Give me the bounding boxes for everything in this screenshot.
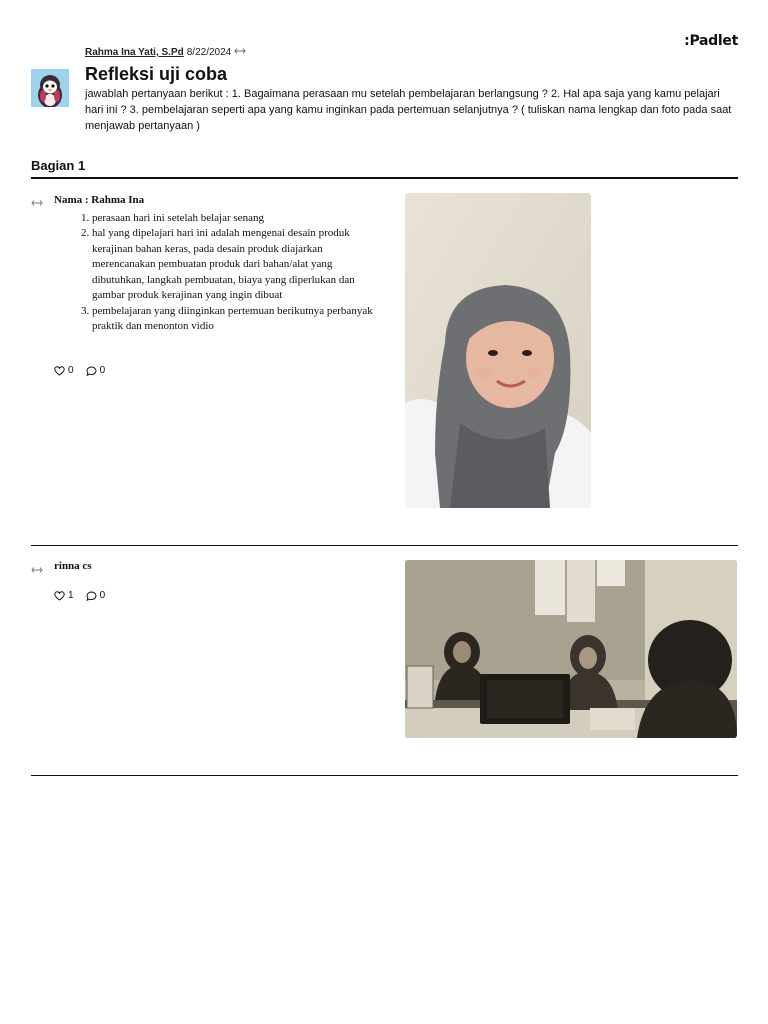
comment-bubble-icon[interactable] bbox=[86, 591, 97, 601]
padlet-logo[interactable]: :Padlet bbox=[684, 33, 738, 49]
post-2-photo[interactable] bbox=[405, 560, 737, 738]
section-divider bbox=[31, 177, 738, 179]
comment-count: 0 bbox=[99, 590, 106, 601]
list-item: 2. hal yang dipelajari hari ini adalah mengenai desain produk kerajinan bahan keras, pada desain produk diajarkan merencanakan pembuatan produk dari bahan/alat yang dibutuhkan, langkah pembuatan, biaya yang diperlukan dan gambar produk kerajinan yang ingin dibuat bbox=[92, 226, 374, 304]
post-divider bbox=[31, 545, 738, 546]
post-2-body bbox=[54, 559, 374, 577]
like-count: 1 bbox=[68, 590, 74, 601]
header-meta bbox=[85, 46, 740, 60]
penguin-avatar-icon bbox=[31, 69, 69, 107]
like-count: 0 bbox=[68, 365, 74, 376]
post-1-photo[interactable] bbox=[405, 193, 591, 508]
post-2-reactions bbox=[54, 590, 105, 601]
double-arrow-icon[interactable] bbox=[31, 194, 43, 202]
page-description: jawablah pertanyaan berikut : 1. Bagaimana perasaan mu setelah pembelajaran berlangsung ? 2. Hal apa saja yang kamu pelajari hari ini ? 3. pembelajaran seperti apa yang kamu inginkan pada pertemuan selanjutnya ? ( tuliskan nama lengkap dan foto pada saat menjawab pertanyaan ) bbox=[85, 88, 732, 132]
section-title: Bagian 1 bbox=[31, 158, 86, 173]
post-2-name: rinna cs bbox=[54, 560, 92, 572]
heart-icon[interactable] bbox=[54, 366, 65, 376]
page-title: Refleksi uji coba bbox=[85, 64, 228, 84]
post-1-answers bbox=[54, 211, 374, 335]
list-item: 1. perasaan hari ini setelah belajar senang bbox=[92, 211, 374, 227]
comment-bubble-icon[interactable] bbox=[86, 366, 97, 376]
double-arrow-icon[interactable] bbox=[31, 561, 43, 569]
post-1-body bbox=[54, 193, 374, 335]
list-item: 3. pembelajaran yang diinginkan pertemuan berikutnya perbanyak praktik dan menonton vidio bbox=[92, 304, 374, 335]
heart-icon[interactable] bbox=[54, 591, 65, 601]
post-divider bbox=[31, 775, 738, 776]
post-date: 8/22/2024 bbox=[186, 47, 232, 58]
post-header bbox=[85, 46, 740, 134]
post-1-reactions bbox=[54, 365, 105, 376]
double-arrow-icon[interactable] bbox=[234, 46, 246, 60]
post-1-name: Nama : Rahma Ina bbox=[54, 194, 145, 206]
author-link[interactable]: Rahma Ina Yati, S.Pd bbox=[85, 47, 184, 58]
comment-count: 0 bbox=[99, 365, 106, 376]
